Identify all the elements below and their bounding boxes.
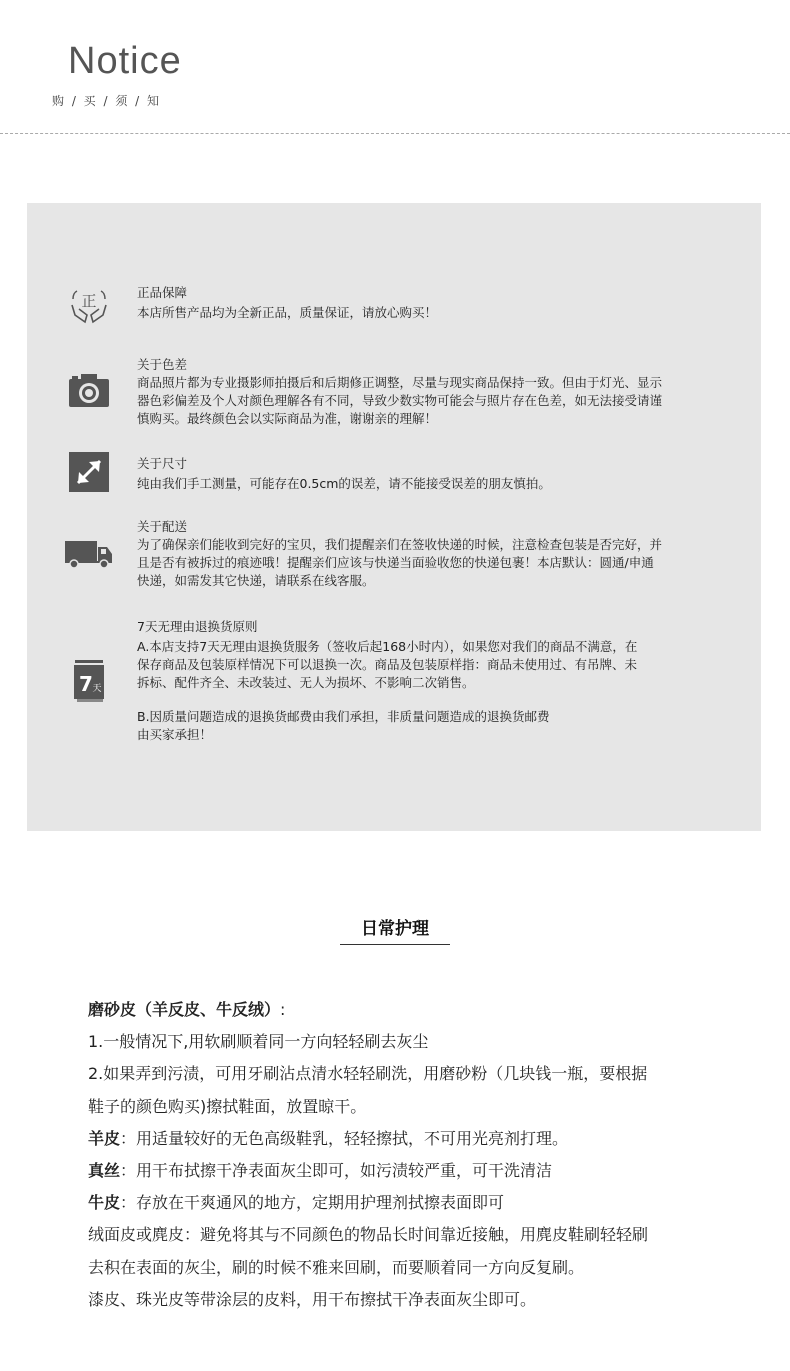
notice-subtitle: 购 / 买 / 须 / 知: [52, 94, 162, 108]
seven-char: 7: [79, 672, 93, 696]
care-value: ：用适量较好的无色高级鞋乳，轻轻擦拭，不可用光亮剂打理。: [120, 1128, 569, 1148]
genuine-char: 正: [81, 292, 97, 310]
care-line: [88, 1026, 728, 1058]
care-label: 牛皮: [88, 1193, 121, 1213]
care-line: [88, 1058, 728, 1090]
care-line: [88, 1219, 728, 1251]
item-line: 本店所售产品均为全新正品，质量保证，请放心购买！: [137, 305, 438, 320]
item-line: 慎购买。最终颜色会以实际商品为准，谢谢亲的理解！: [137, 411, 438, 426]
care-value: ：存放在干爽通风的地方，定期用护理剂拭擦表面即可: [120, 1193, 505, 1213]
care-value: 漆皮、珠光皮等带涂层的皮料，用干布擦拭干净表面灰尘即可。: [88, 1289, 537, 1309]
item-line: 拆标、配件齐全、未改装过、无人为损坏、不影响二次销售。: [137, 675, 475, 690]
day-char: 天: [92, 684, 102, 694]
notice-item-genuine: [137, 284, 737, 322]
item-title: 7天无理由退换货原则: [137, 619, 258, 634]
genuine-hands-icon: [69, 285, 109, 325]
resize-arrow-icon: [69, 452, 109, 492]
care-text: [88, 994, 728, 1316]
camera-icon: [69, 373, 109, 409]
care-value: ：用干布拭擦干净表面灰尘即可，如污渍较严重，可干洗清洁: [120, 1161, 553, 1181]
care-value: 1.一般情况下,用软刷顺着同一方向轻轻刷去灰尘: [88, 1032, 429, 1052]
item-title: 正品保障: [137, 285, 188, 300]
item-title: 关于色差: [137, 357, 188, 372]
dashed-divider: [0, 133, 790, 134]
item-line: 保存商品及包装原样情况下可以退换一次。商品及包装原样指：商品未使用过、有吊牌、未: [137, 657, 638, 672]
item-line: B.因质量问题造成的退换货邮费由我们承担，非质量问题造成的退换货邮费: [137, 709, 550, 724]
care-value: 去积在表面的灰尘，刷的时候不雅来回刷，而要顺着同一方向反复刷。: [88, 1257, 585, 1277]
notice-item-delivery: [137, 518, 737, 590]
care-label: 磨砂皮（羊反皮、牛反绒）: [88, 1000, 281, 1019]
item-line: 且是否有被拆过的痕迹哦！提醒亲们应该与快递当面验收您的快递包裹！本店默认：圆通/申通: [137, 555, 654, 570]
care-line: [88, 1252, 728, 1284]
notice-item-color: [137, 356, 737, 428]
care-line: [88, 1187, 728, 1219]
care-line: [88, 1284, 728, 1316]
item-line: 纯由我们手工测量，可能存在0.5cm的误差，请不能接受误差的朋友慎拍。: [137, 476, 551, 491]
delivery-truck-icon: [65, 539, 113, 569]
care-line: [88, 994, 728, 1026]
notice-item-size: [137, 455, 737, 493]
notice-item-return: [137, 618, 737, 744]
item-line: 快递，如需发其它快递，请联系在线客服。: [137, 573, 375, 588]
notice-panel: [27, 203, 761, 831]
seven-day-calendar-icon: [73, 660, 105, 702]
item-line: 器色彩偏差及个人对颜色理解各有不同，导致少数实物可能会与照片存在色差，如无法接受请谨: [137, 393, 663, 408]
care-label: 羊皮: [88, 1128, 121, 1148]
care-value: 鞋子的颜色购买)擦拭鞋面，放置晾干。: [88, 1096, 367, 1116]
item-line: 由买家承担！: [137, 727, 213, 742]
care-line: [88, 1155, 728, 1187]
care-line: [88, 1123, 728, 1155]
care-value: :: [280, 1000, 286, 1019]
item-line: 商品照片都为专业摄影师拍摄后和后期修正调整，尽量与现实商品保持一致。但由于灯光、显示: [137, 375, 663, 390]
item-line: A.本店支持7天无理由退换货服务（签收后起168小时内），如果您对我们的商品不满意，在: [137, 639, 638, 654]
item-line: 为了确保亲们能收到完好的宝贝，我们提醒亲们在签收快递的时候，注意检查包装是否完好，并: [137, 537, 663, 552]
care-label: 真丝: [88, 1161, 121, 1181]
care-value: 绒面皮或麂皮：避免将其与不同颜色的物品长时间靠近接触，用麂皮鞋刷轻轻刷: [88, 1225, 649, 1245]
section-underline: [340, 944, 450, 945]
section-title: 日常护理: [361, 919, 429, 939]
item-title: 关于尺寸: [137, 456, 188, 471]
notice-title: Notice: [68, 40, 182, 82]
care-value: 2.如果弄到污渍，可用牙刷沾点清水轻轻刷洗，用磨砂粉（几块钱一瓶，要根据: [88, 1064, 648, 1084]
item-title: 关于配送: [137, 519, 188, 534]
care-line: [88, 1091, 728, 1123]
